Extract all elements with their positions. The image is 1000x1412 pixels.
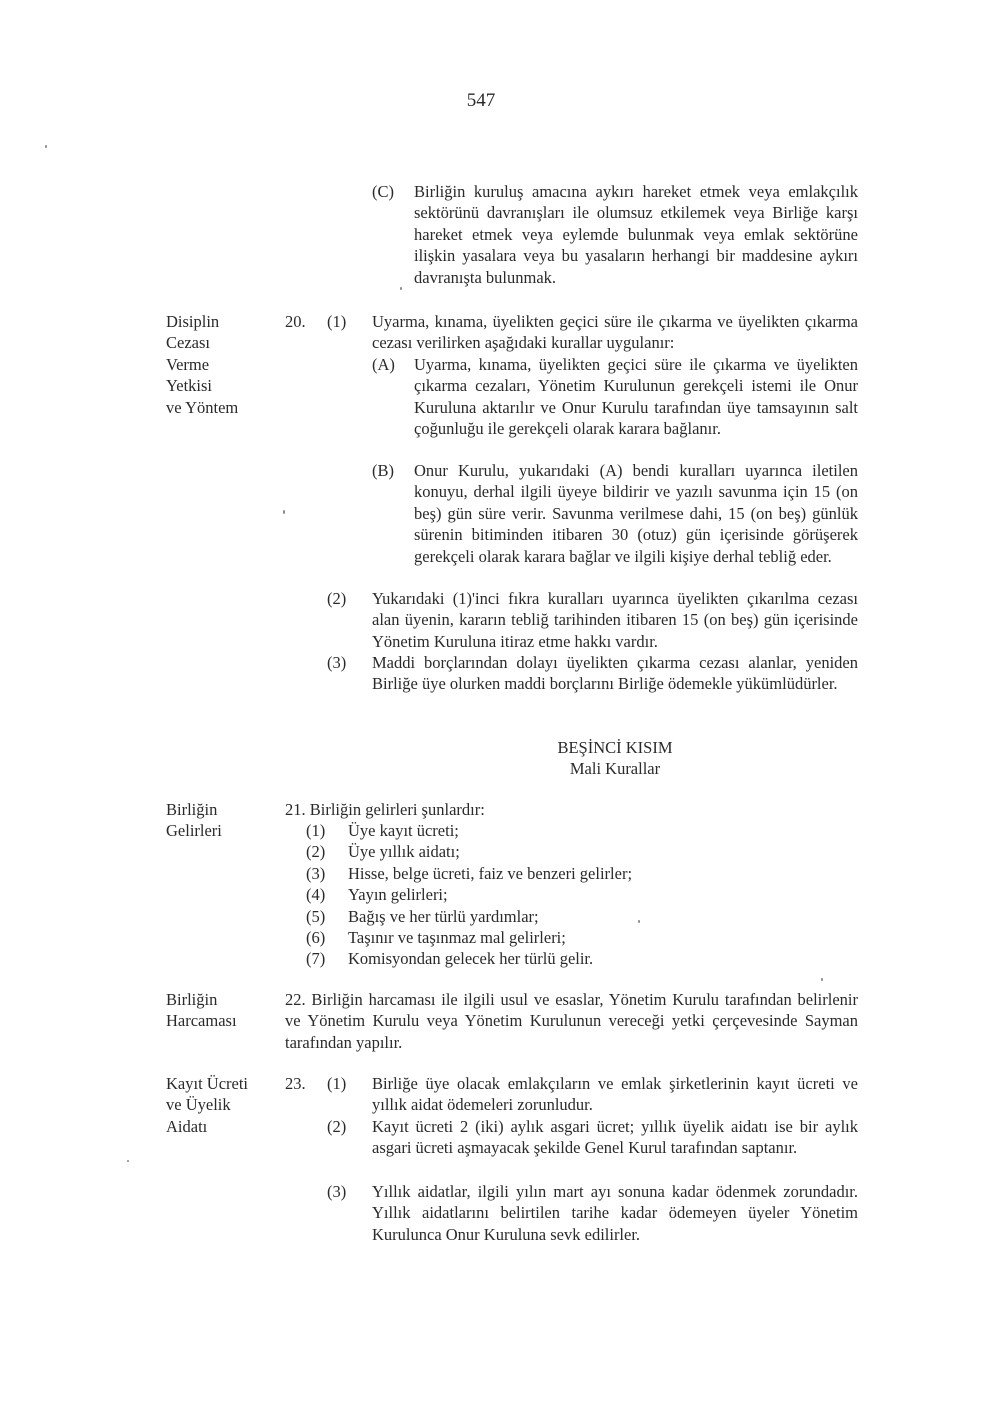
list-item-text: Bağış ve her türlü yardımlar; <box>348 906 539 926</box>
article-20-p3-label: (3) <box>327 653 347 672</box>
scan-speck <box>638 920 640 923</box>
part-title: BEŞİNCİ KISIM <box>557 738 673 757</box>
article-20-a-text: Uyarma, kınama, üyelikten geçici süre ile çıkarma ve üyelikten çıkarma cezaları, Yönetim Kurulunun gerekçeli istemi ile Onur Kuruluna aktarılır ve Onur Kurulu tarafından üye tamsayının salt çoğunluğu ile gerekçeli olarak karara bağlanır. <box>414 355 858 439</box>
article-20-a-label: (A) <box>372 355 395 374</box>
list-item-text: Komisyondan gelecek her türlü gelir. <box>348 949 594 969</box>
article-20-sidenote <box>166 311 276 418</box>
list-item-label: (5) <box>306 906 326 926</box>
article-23-p2-text: Kayıt ücreti 2 (iki) aylık asgari ücret; yıllık üyelik aidatı ise bir aylık asgari ücreti aşmayacak şekilde Genel Kurul tarafından saptanır. <box>372 1117 858 1158</box>
part-heading <box>372 737 858 780</box>
list-item-text: Üye kayıt ücreti; <box>348 821 459 840</box>
article-20-p2-label: (2) <box>327 589 347 608</box>
scan-speck <box>45 145 47 148</box>
article-20-b-text: Onur Kurulu, yukarıdaki (A) bendi kuralları uyarınca iletilen konuyu, derhal ilgili üyeye bildirir ve yazılı savunma için 15 (on beş) gün süre verir. Savunma verilmese dahi, 15 (on beş) günlük sürenin bitiminden itibaren 30 (otuz) gün içerisinde görüşerek gerekçeli olarak karara bağlar ve ilgili kişiye derhal tebliğ eder. <box>414 461 858 566</box>
list-item-text: Yayın gelirleri; <box>348 885 448 905</box>
article-20-number: 20. <box>285 312 306 331</box>
sidenote-line: Yetkisi <box>166 376 213 396</box>
article-22-text: 22. Birliğin harcaması ile ilgili usul ve esaslar, Yönetim Kurulu tarafından belirlenir ve Yönetim Kurulu veya Yönetim Kurulunun vereceği yetki çerçevesinde Sayman tarafından yapılır. <box>285 990 858 1052</box>
list-item-label: (2) <box>306 842 326 862</box>
list-item-text: Taşınır ve taşınmaz mal gelirleri; <box>348 928 566 947</box>
list-item-label: (1) <box>306 821 326 840</box>
sidenote-line: Birliğin <box>166 800 218 819</box>
section-c-text: Birliğin kuruluş amacına aykırı hareket etmek veya emlakçılık sektörünü davranışları ile olumsuz etkilemek veya Birliğe karşı hareket etmek veya eylemde bulunmak veya emlak sektörüne ilişkin yasalara veya bu yasaların herhangi bir maddesine aykırı davranışta bulunmak. <box>414 182 858 287</box>
scan-speck <box>821 978 823 981</box>
list-item-label: (4) <box>306 885 326 905</box>
sidenote-line: Birliğin <box>166 990 218 1009</box>
article-23-p3-label: (3) <box>327 1182 347 1201</box>
article-23-p1-text: Birliğe üye olacak emlakçıların ve emlak şirketlerinin kayıt ücreti ve yıllık aidat ödemeleri zorunludur. <box>372 1074 858 1115</box>
sidenote-line: ve Yöntem <box>166 397 239 417</box>
list-item-label: (7) <box>306 949 326 969</box>
sidenote-line: Harcaması <box>166 1011 237 1031</box>
sidenote-line: Cezası <box>166 333 210 353</box>
list-item-text: Üye yıllık aidatı; <box>348 842 460 862</box>
article-23-p3-text: Yıllık aidatlar, ilgili yılın mart ayı sonuna kadar ödenmek zorundadır. Yıllık aidatlarını belirtilen tarihe kadar ödemeyen üyeler Yönetim Kurulunca Onur Kuruluna sevk edilirler. <box>372 1182 858 1244</box>
part-subtitle: Mali Kurallar <box>569 759 661 779</box>
sidenote-line: Verme <box>166 354 210 374</box>
sidenote-line: Disiplin <box>166 312 220 331</box>
list-item-label: (3) <box>306 863 326 883</box>
list-item-text: Hisse, belge ücreti, faiz ve benzeri gelirler; <box>348 863 633 883</box>
list-item-label: (6) <box>306 928 326 947</box>
page-number: 547 <box>466 90 496 111</box>
article-23-p2-label: (2) <box>327 1117 347 1136</box>
article-22-sidenote <box>166 989 276 1032</box>
article-20-p1-text: Uyarma, kınama, üyelikten geçici süre ile çıkarma ve üyelikten çıkarma cezası verilirken aşağıdaki kurallar uygulanır: <box>372 312 858 353</box>
article-23-number: 23. <box>285 1074 306 1093</box>
article-21-intro: 21. Birliğin gelirleri şunlardır: <box>285 800 485 819</box>
sidenote-line: ve Üyelik <box>166 1095 231 1115</box>
scan-speck <box>283 510 285 514</box>
sidenote-line: Gelirleri <box>166 821 222 841</box>
scan-speck <box>400 287 402 290</box>
article-21-list <box>0 820 1000 970</box>
article-20-p1-label: (1) <box>327 312 347 331</box>
article-20-p2-text: Yukarıdaki (1)'inci fıkra kuralları uyarınca üyelikten çıkarılma cezası alan üyenin, kararın tebliğ tarihinden itibaren 15 (on beş) gün içerisinde Yönetim Kuruluna itiraz etme hakkı vardır. <box>372 589 858 651</box>
section-c-label: (C) <box>372 182 394 201</box>
sidenote-line: Aidatı <box>166 1116 208 1136</box>
article-23-sidenote <box>166 1073 276 1137</box>
scan-speck <box>127 1160 129 1162</box>
sidenote-line: Kayıt Ücreti <box>166 1074 249 1093</box>
article-20-p3-text: Maddi borçlarından dolayı üyelikten çıkarma cezası alanlar, yeniden Birliğe üye olurken maddi borçlarını Birliğe ödemekle yükümlüdürler. <box>372 653 858 694</box>
article-23-p1-label: (1) <box>327 1074 347 1093</box>
article-20-b-label: (B) <box>372 461 394 480</box>
